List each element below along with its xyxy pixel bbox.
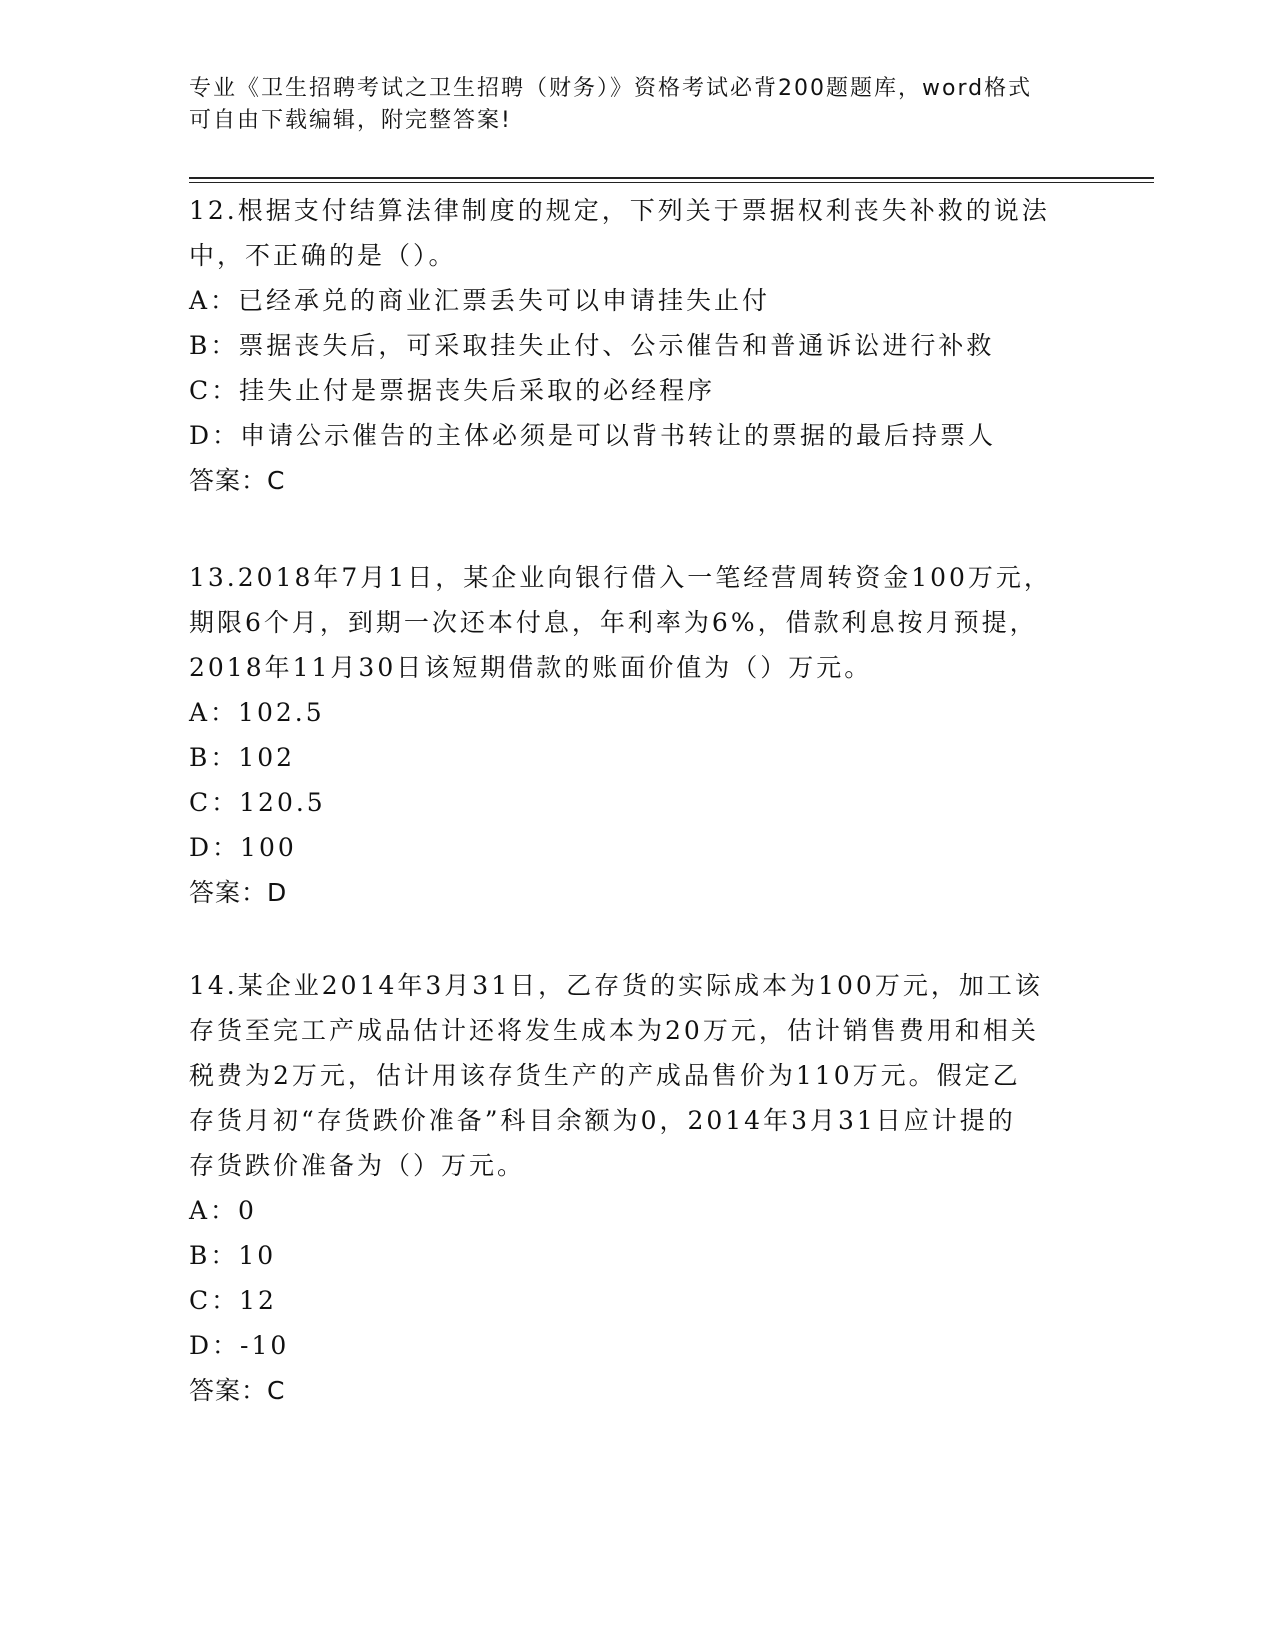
header-line-2: 可自由下载编辑，附完整答案! [189, 108, 512, 133]
question-stem-line: 12.根据支付结算法律制度的规定，下列关于票据权利丧失补救的说法 [189, 196, 1050, 225]
option-a: A：102.5 [189, 698, 325, 727]
question-stem-line: 存货月初“存货跌价准备”科目余额为0，2014年3月31日应计提的 [189, 1106, 1016, 1135]
question-stem-line: 存货至完工产成品估计还将发生成本为20万元，估计销售费用和相关 [189, 1016, 1039, 1045]
option-d: D：100 [189, 833, 297, 862]
option-c: C：挂失止付是票据丧失后采取的必经程序 [189, 376, 716, 405]
header-line-1: 专业《卫生招聘考试之卫生招聘（财务）》资格考试必背200题题库，word格式 [189, 76, 1033, 101]
option-b: B：票据丧失后，可采取挂失止付、公示催告和普通诉讼进行补救 [189, 331, 995, 360]
header-divider-thick [189, 177, 1154, 179]
answer-line: 答案：D [189, 878, 288, 907]
header-divider-thin [189, 182, 1154, 183]
question-stem-line: 13.2018年7月1日，某企业向银行借入一笔经营周转资金100万元， [189, 563, 1052, 592]
question-stem-line: 税费为2万元，估计用该存货生产的产成品售价为110万元。假定乙 [189, 1061, 1021, 1090]
option-c: C：12 [189, 1286, 277, 1315]
question-13 [189, 555, 1089, 915]
question-stem-line: 存货跌价准备为（）万元。 [189, 1151, 526, 1180]
option-d: D：申请公示催告的主体必须是可以背书转让的票据的最后持票人 [189, 421, 997, 450]
question-stem-line: 中，不正确的是（）。 [189, 241, 457, 270]
answer-line: 答案：C [189, 466, 286, 495]
question-stem-line: 14.某企业2014年3月31日，乙存货的实际成本为100万元，加工该 [189, 971, 1043, 1000]
document-header [189, 73, 1089, 137]
option-b: B：102 [189, 743, 296, 772]
option-b: B：10 [189, 1241, 277, 1270]
answer-line: 答案：C [189, 1376, 286, 1405]
option-d: D：-10 [189, 1331, 290, 1360]
option-a: A：0 [189, 1196, 257, 1225]
option-a: A：已经承兑的商业汇票丢失可以申请挂失止付 [189, 286, 771, 315]
question-14 [189, 963, 1089, 1413]
option-c: C：120.5 [189, 788, 326, 817]
question-stem-line: 期限6个月，到期一次还本付息，年利率为6%，借款利息按月预提， [189, 608, 1038, 637]
question-12 [189, 188, 1089, 503]
question-stem-line: 2018年11月30日该短期借款的账面价值为（）万元。 [189, 653, 873, 682]
